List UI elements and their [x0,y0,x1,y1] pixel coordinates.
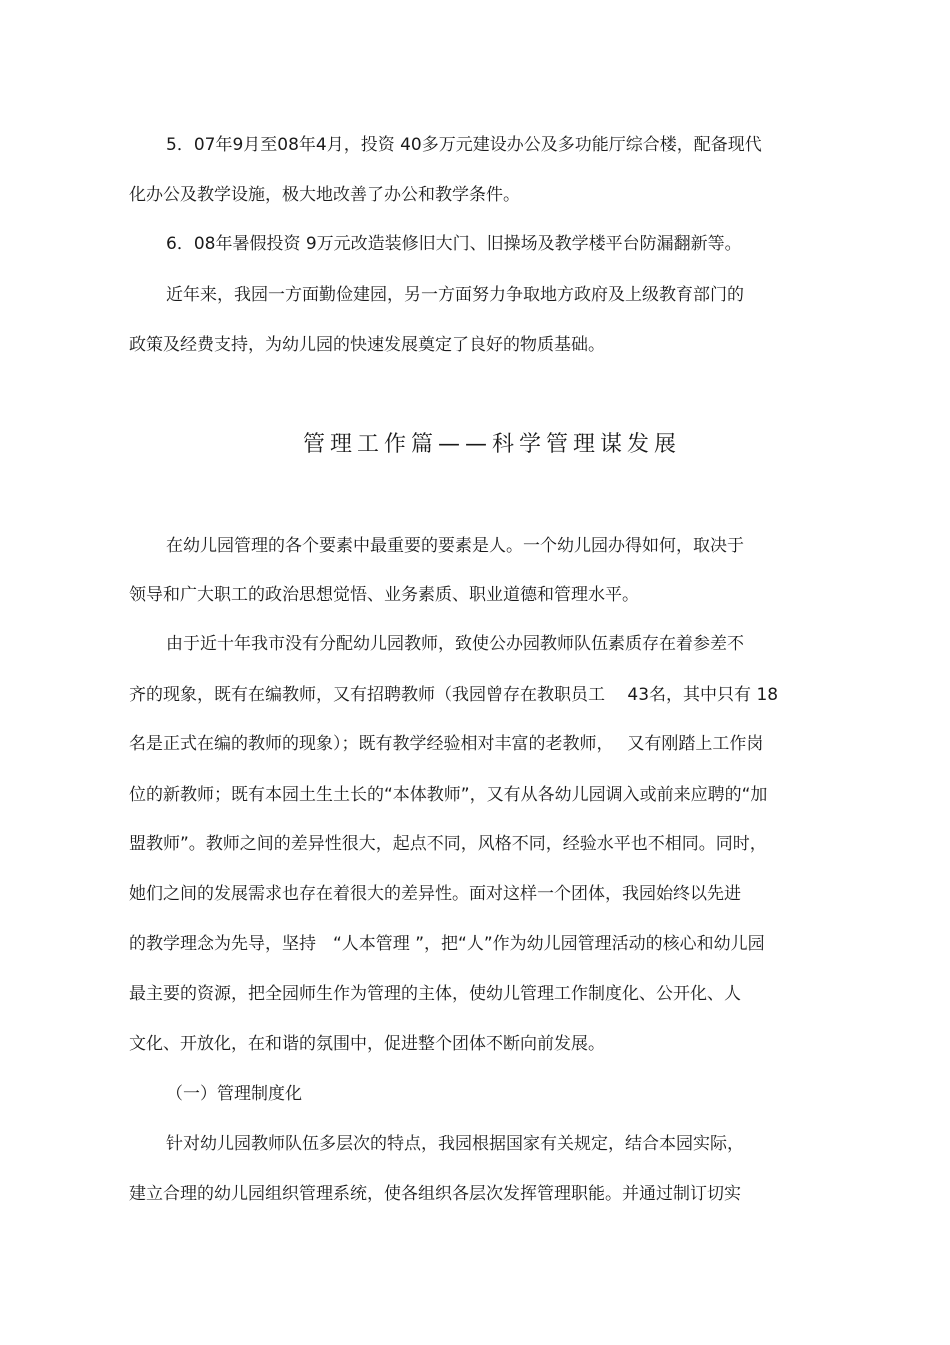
paragraph-line: 近年来，我园一方面勤俭建园，另一方面努力争取地方政府及上级教育部门的 [166,285,744,305]
paragraph-line: 文化、开放化，在和谐的氛围中，促进整个团体不断向前发展。 [129,1034,605,1054]
paragraph-line: 建立合理的幼儿园组织管理系统，使各组织各层次发挥管理职能。并通过制订切实 [129,1184,741,1204]
paragraph-line: 盟教师”。教师之间的差异性很大，起点不同，风格不同，经验水平也不相同。同时， [129,834,767,854]
paragraph-line: 在幼儿园管理的各个要素中最重要的要素是人。一个幼儿园办得如何，取决于 [166,536,744,556]
paragraph-line: 针对幼儿园教师队伍多层次的特点，我园根据国家有关规定，结合本园实际， [166,1134,744,1154]
paragraph-line: 6．08年暑假投资 9万元改造装修旧大门、旧操场及教学楼平台防漏翻新等。 [166,234,742,254]
paragraph-line: 由于近十年我市没有分配幼儿园教师，致使公办园教师队伍素质存在着参差不 [166,634,744,654]
paragraph-line: 化办公及教学设施，极大地改善了办公和教学条件。 [129,185,520,205]
paragraph-line: 最主要的资源，把全园师生作为管理的主体，使幼儿管理工作制度化、公开化、人 [129,984,741,1004]
paragraph-line: 政策及经费支持，为幼儿园的快速发展奠定了良好的物质基础。 [129,335,605,355]
subheading: （一）管理制度化 [166,1084,302,1104]
paragraph-line: 她们之间的发展需求也存在着很大的差异性。面对这样一个团体，我园始终以先进 [129,884,741,904]
paragraph-line: 名是正式在编的教师的现象）；既有教学经验相对丰富的老教师， 又有刚踏上工作岗 [129,734,764,754]
paragraph-line: 的教学理念为先导，坚持 “人本管理 ”，把“人”作为幼儿园管理活动的核心和幼儿园 [129,934,765,954]
paragraph-line: 齐的现象，既有在编教师，又有招聘教师（我园曾存在教职员工 43名，其中只有 18 [129,685,779,705]
paragraph-line: 位的新教师；既有本园土生土长的“本体教师”，又有从各幼儿园调入或前来应聘的“加 [129,785,768,805]
paragraph-line: 领导和广大职工的政治思想觉悟、业务素质、职业道德和管理水平。 [129,585,639,605]
paragraph-line: 5．07年9月至08年4月，投资 40多万元建设办公及多功能厅综合楼，配备现代 [166,135,762,155]
section-heading: 管理工作篇——科学管理谋发展 [303,432,682,457]
